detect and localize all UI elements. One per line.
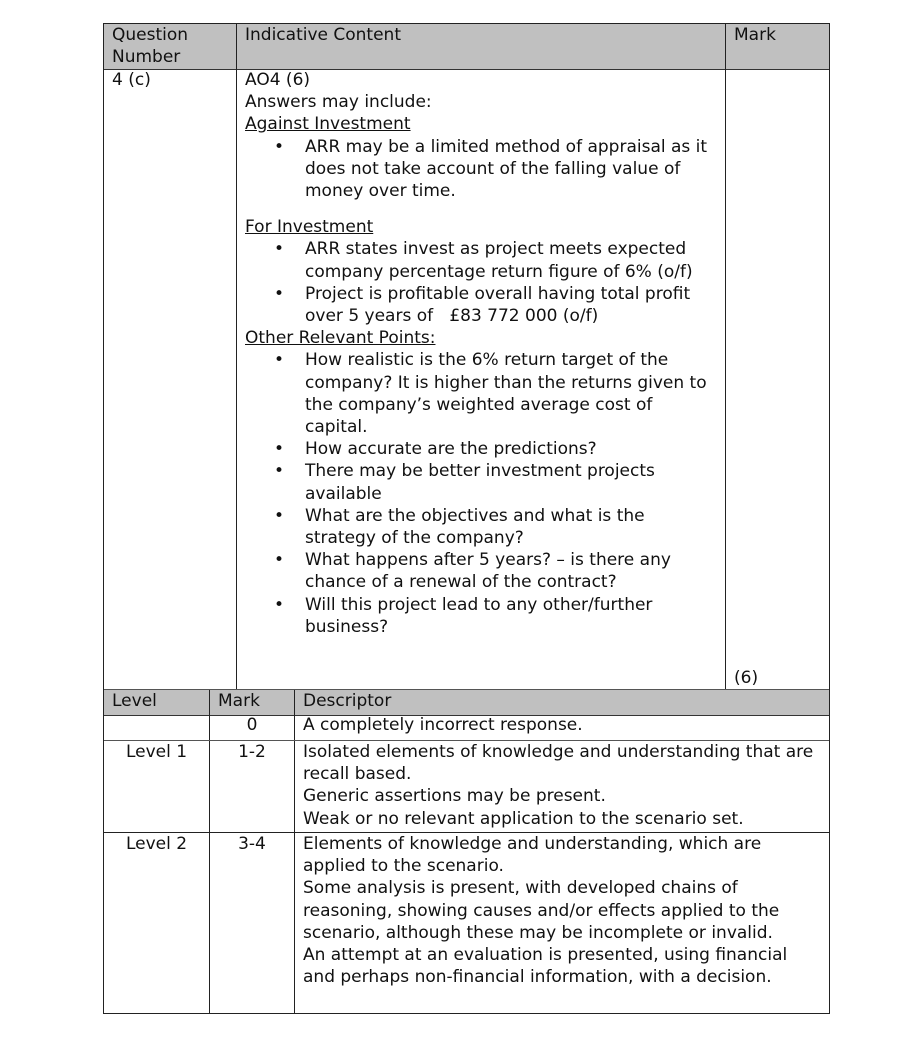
descriptor-text: An attempt at an evaluation is presented, using financial and perhaps non-financial information, with a decision.	[303, 945, 788, 988]
other-list	[245, 349, 717, 638]
list-item: • How realistic is the 6% return target of the company? It is higher than the returns given to the company’s weighted average cost of capital.	[305, 349, 717, 438]
mark-cell: 0	[209, 714, 294, 740]
list-item: • There may be better investment projects available	[305, 460, 717, 504]
table-row	[104, 740, 829, 833]
level-cell	[104, 714, 209, 740]
descriptor-text: Generic assertions may be present.	[303, 786, 606, 807]
mark-cell: 1-2	[209, 741, 294, 833]
header-question-number: Question Number	[112, 25, 189, 68]
descriptor-text: Weak or no relevant application to the scenario set.	[303, 808, 744, 829]
list-item: • What are the objectives and what is the strategy of the company?	[305, 505, 717, 549]
table-row	[104, 714, 829, 740]
descriptor-text: Isolated elements of knowledge and understanding that are recall based.	[303, 742, 814, 785]
descriptor-text: Elements of knowledge and understanding, which are applied to the scenario.	[303, 834, 762, 877]
descriptor-cell	[294, 741, 830, 833]
descriptor-cell	[294, 833, 830, 1013]
intro-text: Answers may include:	[245, 92, 432, 113]
section-heading-for: For Investment	[245, 217, 374, 238]
header-descriptor: Descriptor	[294, 690, 830, 715]
list-item: • Project is profitable overall having total profit over 5 years of £83 772 000 (o/f)	[305, 283, 717, 327]
mark-scheme-table	[103, 23, 830, 690]
levels-table	[103, 689, 830, 1014]
section-heading-against: Against Investment	[245, 114, 411, 135]
header-indicative-content: Indicative Content	[236, 24, 725, 69]
indicative-content	[236, 69, 725, 689]
assessment-objective: AO4 (6)	[245, 70, 311, 90]
list-item: • How accurate are the predictions?	[305, 438, 717, 460]
header-mark: Mark	[209, 690, 294, 715]
descriptor-text: Some analysis is present, with developed chains of reasoning, showing causes and/or effects applied to the scenario, although these may be incomplete or invalid.	[303, 878, 780, 943]
levels-header-row	[104, 689, 829, 716]
descriptor-cell	[294, 714, 830, 740]
list-item: • What happens after 5 years? – is there any chance of a renewal of the contract?	[305, 549, 717, 593]
mark-total: (6)	[734, 667, 759, 688]
mark-cell	[725, 69, 830, 689]
table-row	[104, 832, 829, 1013]
table-header-row	[104, 24, 829, 70]
descriptor-text: A completely incorrect response.	[303, 715, 583, 735]
against-list	[245, 136, 717, 203]
mark-cell: 3-4	[209, 833, 294, 1013]
list-item: • ARR states invest as project meets expected company percentage return figure of 6% (o/f)	[305, 238, 717, 282]
table-row	[104, 69, 829, 689]
header-mark: Mark	[725, 24, 830, 69]
level-cell: Level 1	[125, 742, 188, 762]
level-cell: Level 2	[125, 834, 188, 854]
section-heading-other: Other Relevant Points:	[245, 328, 436, 349]
for-list	[245, 238, 717, 327]
list-item: • Will this project lead to any other/further business?	[305, 594, 717, 638]
header-level: Level	[112, 691, 157, 711]
question-number: 4 (c)	[112, 70, 151, 90]
list-item: • ARR may be a limited method of appraisal as it does not take account of the falling value of money over time.	[305, 136, 717, 203]
